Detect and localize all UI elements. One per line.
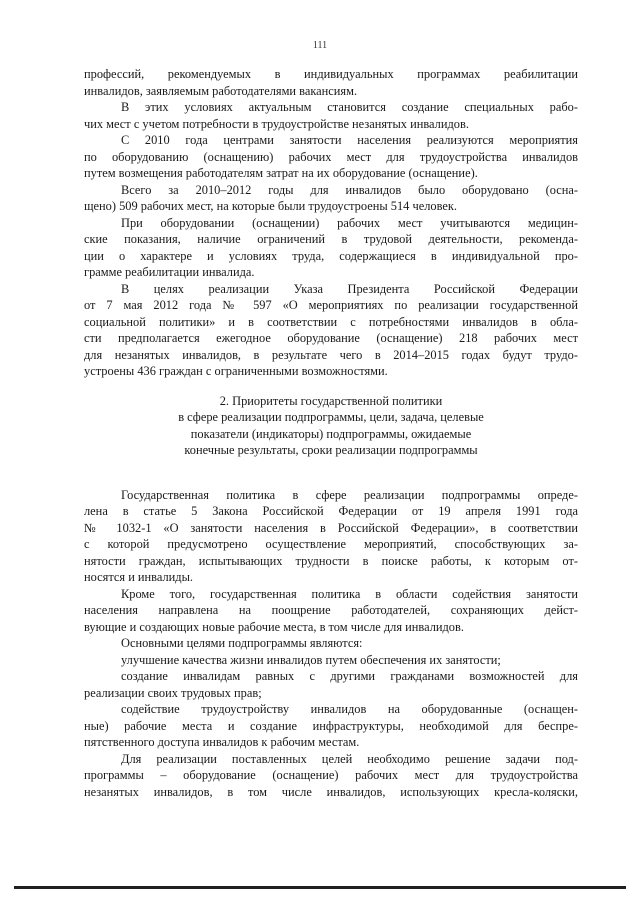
paragraph: [84, 182, 578, 215]
text-line: В этих условиях актуальным становится создание специальных рабо-: [121, 100, 578, 114]
paragraph: [84, 668, 578, 701]
text-line: инвалидов, заявляемым работодателями вакансиям.: [84, 83, 358, 98]
paragraph: [84, 751, 578, 801]
text-line: вующие и создающих новые рабочие места, в том числе для инвалидов.: [84, 619, 464, 634]
paragraph: [84, 215, 578, 281]
text-line: Кроме того, государственная политика в области содействия занятости: [121, 586, 578, 601]
text-line: устроены 436 граждан с ограниченными возможностями.: [84, 364, 388, 378]
text-line: При оборудовании (оснащении) рабочих мест учитываются медицин-: [121, 215, 578, 230]
text-line: путем возмещения работодателям затрат на их оборудование (оснащение).: [84, 166, 478, 180]
text-line: В целях реализации Указа Президента Российской Федерации: [121, 281, 578, 296]
text-line: по оборудованию (оснащению) рабочих мест для трудоустройства инвалидов: [84, 149, 578, 164]
text-line: ные) рабочие места и создание инфраструктуры, необходимой для беспре-: [84, 718, 578, 733]
text-line: чих мест с учетом потребности в трудоустройстве незанятых инвалидов.: [84, 116, 469, 131]
text-line: носятся и инвалиды.: [84, 570, 194, 584]
text-line: ции о характере и условиях труда, содержащиеся в индивидуальной про-: [84, 248, 578, 263]
document-body: [84, 66, 578, 800]
text-line: пятственного доступа инвалидов к рабочим местам.: [84, 735, 360, 749]
text-line: ские показания, наличие ограничений в трудовой деятельности, рекоменда-: [84, 232, 578, 246]
paragraph: [84, 701, 578, 751]
text-block-top: [84, 66, 578, 380]
text-line: для незанятых инвалидов, в результате чего в 2014–2015 годах будут трудо-: [84, 347, 578, 362]
text-line: лена в статье 5 Закона Российской Федерации от 19 апреля 1991 года: [84, 504, 578, 518]
heading-line: в сфере реализации подпрограммы, цели, задача, целевые: [178, 410, 484, 424]
text-line: от 7 мая 2012 года № 597 «О мероприятиях по реализации государственной: [84, 298, 578, 312]
heading-line: показатели (индикаторы) подпрограммы, ожидаемые: [190, 426, 472, 441]
text-line: реализации своих трудовых прав;: [84, 685, 262, 700]
paragraph: [84, 281, 578, 380]
text-line: профессий, рекомендуемых в индивидуальных программах реабилитации: [84, 67, 578, 81]
text-line: грамме реабилитации инвалида.: [84, 265, 255, 279]
text-line: нятости граждан, испытывающих трудности в поиске работы, к которым от-: [84, 553, 578, 568]
text-line: социальной политики» и в соответствии с потребностями инвалидов в обла-: [84, 314, 578, 329]
text-line: Всего за 2010–2012 годы для инвалидов было оборудовано (осна-: [121, 182, 578, 197]
heading-line: конечные результаты, сроки реализации подпрограммы: [184, 443, 478, 457]
paragraph: [84, 132, 578, 182]
text-line: улучшение качества жизни инвалидов путем обеспечения их занятости;: [121, 652, 501, 667]
footer-rule: [14, 886, 626, 889]
paragraph: [84, 66, 578, 99]
paragraph: [84, 635, 578, 652]
paragraph: [84, 586, 578, 636]
paragraph: [84, 99, 578, 132]
paragraph: [84, 652, 578, 669]
text-line: № 1032-1 «О занятости населения в Российской Федерации», в соответствии: [84, 520, 578, 535]
text-line: программы – оборудование (оснащение) рабочих мест для трудоустройства: [84, 768, 578, 782]
text-line: населения направлена на поощрение работодателей, сохраняющих дейст-: [84, 603, 578, 617]
text-line: создание инвалидам равных с другими гражданами возможностей для: [121, 669, 578, 683]
page-number: 111: [312, 40, 328, 51]
text-line: сти предполагается ежегодное оборудование (оснащение) 218 рабочих мест: [84, 331, 578, 345]
text-line: Государственная политика в сфере реализации подпрограммы опреде-: [121, 487, 578, 502]
section-heading: [84, 393, 578, 459]
text-line: с которой предусмотрено осуществление мероприятий, способствующих за-: [84, 537, 578, 551]
text-line: содействие трудоустройству инвалидов на оборудованные (оснащен-: [121, 702, 578, 716]
text-line: С 2010 года центрами занятости населения реализуются мероприятия: [121, 133, 578, 147]
text-line: Основными целями подпрограммы являются:: [121, 636, 363, 650]
text-line: щено) 509 рабочих мест, на которые были трудоустроены 514 человек.: [84, 199, 457, 213]
paragraph: [84, 487, 578, 586]
heading-line: 2. Приоритеты государственной политики: [219, 393, 443, 408]
text-block-bottom: [84, 487, 578, 801]
text-line: Для реализации поставленных целей необходимо решение задачи под-: [121, 751, 578, 766]
text-line: незанятых инвалидов, в том числе инвалидов, использующих кресла-коляски,: [84, 784, 578, 799]
